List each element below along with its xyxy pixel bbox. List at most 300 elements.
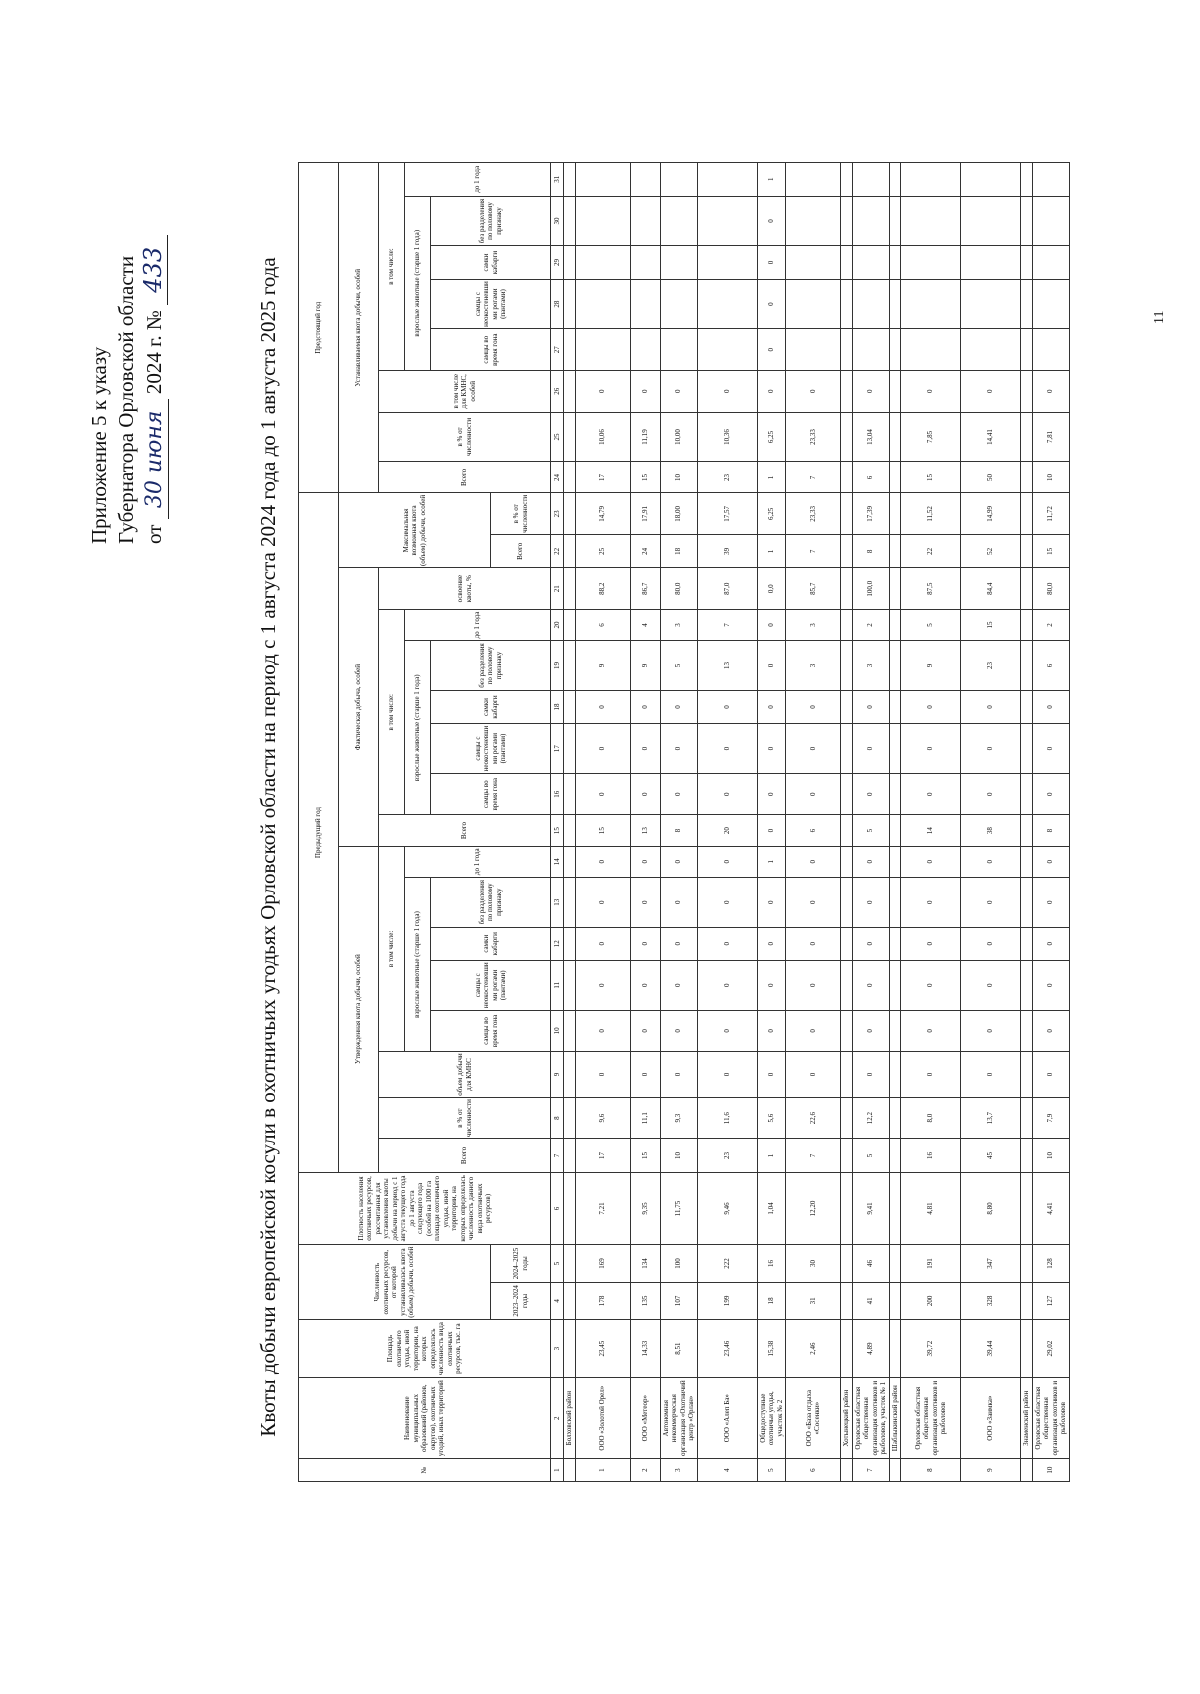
header-approved-quota: Утвержденная квота добычи, особей: [339, 846, 379, 1172]
empty-cell: [889, 246, 901, 279]
data-cell: 52: [961, 535, 1021, 568]
data-cell: 0: [697, 960, 757, 1010]
empty-cell: [1021, 568, 1033, 610]
column-number: 2: [551, 1378, 564, 1459]
empty-cell: [564, 1245, 576, 1282]
h-s-females: самки кабарги: [431, 246, 551, 279]
data-cell: 0,0: [757, 568, 786, 610]
column-number: 10: [551, 1010, 564, 1052]
data-cell: [575, 329, 630, 371]
empty-cell: [564, 412, 576, 462]
data-cell: 0: [852, 773, 889, 815]
header-count-y1: 2023–2024 годы: [491, 1282, 551, 1319]
empty-cell: [841, 329, 853, 371]
data-cell: 39,44: [961, 1320, 1021, 1378]
header-count-y2: 2024–2025 годы: [491, 1245, 551, 1282]
data-cell: 11,1: [630, 1097, 660, 1139]
empty-cell: [564, 329, 576, 371]
data-cell: 4,89: [852, 1320, 889, 1378]
empty-cell: [564, 196, 576, 246]
column-number: 16: [551, 773, 564, 815]
column-number: 25: [551, 412, 564, 462]
header-set-total: Всего: [379, 462, 551, 493]
data-cell: 0: [901, 724, 961, 774]
h-a-m-undev: самцы с неокостеневшими рогами (пантами): [431, 960, 551, 1010]
data-cell: [1032, 163, 1069, 197]
data-cell: 0: [697, 1010, 757, 1052]
column-number: 13: [551, 877, 564, 927]
header-set-kmns: в том числе для КМНС, особей: [379, 371, 551, 413]
data-cell: [961, 163, 1021, 197]
data-cell: 10: [1032, 462, 1069, 493]
header-approved-pct: в % от численности: [379, 1097, 551, 1139]
hunting-ground-name: ООО «Золотой Орел»: [575, 1378, 630, 1459]
data-cell: 7,85: [901, 412, 961, 462]
data-cell: 9,41: [852, 1172, 889, 1245]
empty-cell: [564, 846, 576, 877]
empty-cell: [1021, 1172, 1033, 1245]
empty-cell: [841, 462, 853, 493]
data-cell: 0: [1032, 927, 1069, 960]
data-cell: 0: [757, 877, 786, 927]
empty-cell: [564, 1139, 576, 1172]
h-s-m-antlers: самцы во время гона: [431, 329, 551, 371]
handwritten-number: 433: [140, 235, 168, 305]
empty-cell: [841, 1097, 853, 1139]
row-number: 7: [852, 1459, 889, 1482]
empty-cell: [1021, 724, 1033, 774]
data-cell: 0: [901, 846, 961, 877]
header-approved-adults: взрослые животные (старше 1 года): [405, 877, 431, 1051]
empty-cell: [841, 641, 853, 691]
header-approved-under1: до 1 года: [405, 846, 551, 877]
h-f-females: самки кабарги: [431, 690, 551, 723]
data-cell: 0: [852, 1052, 889, 1098]
column-number: 9: [551, 1052, 564, 1098]
data-cell: 1: [757, 163, 786, 197]
table-row: [660, 163, 697, 1482]
empty-cell: [889, 1245, 901, 1282]
data-cell: 12,2: [852, 1097, 889, 1139]
data-cell: 0: [697, 846, 757, 877]
empty-cell: [564, 1172, 576, 1245]
data-cell: 0: [697, 690, 757, 723]
h-a-m-antlers: самцы во время гона: [431, 1010, 551, 1052]
data-cell: 0: [1032, 690, 1069, 723]
empty-cell: [841, 279, 853, 329]
empty-cell: [564, 279, 576, 329]
column-number: 21: [551, 568, 564, 610]
row-number: 4: [697, 1459, 757, 1482]
data-cell: 10: [1032, 1139, 1069, 1172]
data-cell: 0: [757, 815, 786, 846]
data-cell: [697, 196, 757, 246]
column-number: 14: [551, 846, 564, 877]
data-cell: 7,81: [1032, 412, 1069, 462]
data-cell: 23: [697, 1139, 757, 1172]
empty-cell: [1021, 1052, 1033, 1098]
data-cell: 0: [786, 877, 841, 927]
data-cell: 13,04: [852, 412, 889, 462]
quota-table: [298, 162, 1070, 1482]
data-cell: 200: [901, 1282, 961, 1319]
data-cell: 0: [852, 1010, 889, 1052]
empty-cell: [841, 927, 853, 960]
empty-cell: [841, 846, 853, 877]
data-cell: 0: [961, 846, 1021, 877]
hunting-ground-name: ООО «Алеп Ба»: [697, 1378, 757, 1459]
empty-cell: [1021, 877, 1033, 927]
data-cell: 29,02: [1032, 1320, 1069, 1378]
data-cell: 8: [660, 815, 697, 846]
data-cell: 0: [786, 927, 841, 960]
empty-cell: [889, 641, 901, 691]
empty-cell: [564, 1320, 576, 1378]
empty-cell: [1021, 815, 1033, 846]
header-count: Численность охотничьих ресурсов, от которой устанавливалась квота (объем) добычи, особей: [299, 1245, 491, 1320]
data-cell: 0: [852, 877, 889, 927]
empty-cell: [889, 371, 901, 413]
empty-cell: [1021, 493, 1033, 535]
data-cell: 2,46: [786, 1320, 841, 1378]
data-cell: 0: [961, 1052, 1021, 1098]
district-row-khotynets: [841, 163, 853, 1482]
empty-cell: [841, 690, 853, 723]
data-cell: 38: [961, 815, 1021, 846]
data-cell: 0: [852, 927, 889, 960]
row-number: 10: [1032, 1459, 1069, 1482]
header-actual-incl: в том числе:: [379, 609, 405, 815]
data-cell: 0: [575, 1052, 630, 1098]
header-actual-under1: до 1 года: [405, 609, 551, 640]
column-number: 5: [551, 1245, 564, 1282]
empty-cell: [889, 1010, 901, 1052]
empty-cell: [841, 196, 853, 246]
data-cell: 80,0: [1032, 568, 1069, 610]
data-cell: 5: [852, 815, 889, 846]
data-cell: [630, 163, 660, 197]
empty-cell: [889, 846, 901, 877]
empty-cell: [841, 1052, 853, 1098]
data-cell: [630, 196, 660, 246]
data-cell: 0: [660, 927, 697, 960]
empty-cell: [889, 773, 901, 815]
data-cell: 0: [660, 1010, 697, 1052]
data-cell: 17,57: [697, 493, 757, 535]
data-cell: [697, 163, 757, 197]
h-f-nosex: без разделения по половому признаку: [431, 641, 551, 691]
empty-cell: [841, 815, 853, 846]
data-cell: 0: [901, 690, 961, 723]
column-number: 17: [551, 724, 564, 774]
data-cell: 17: [575, 1139, 630, 1172]
column-number: 18: [551, 690, 564, 723]
empty-cell: [564, 1097, 576, 1139]
empty-cell: [889, 163, 901, 197]
data-cell: 0: [757, 609, 786, 640]
document-title: Квоты добычи европейской косули в охотничьих угодьях Орловской области на период с 1 августа 2024 года до 1 августа 2025 года: [256, 257, 280, 1437]
table-row: [757, 163, 786, 1482]
data-cell: 17,91: [630, 493, 660, 535]
empty-cell: [1021, 1139, 1033, 1172]
data-cell: 0: [757, 927, 786, 960]
header-set-incl: в том числе:: [379, 163, 405, 371]
appendix-date-line: [140, 114, 169, 544]
data-cell: [901, 163, 961, 197]
district-row-shablykino: [889, 163, 901, 1482]
empty-cell: [1021, 1097, 1033, 1139]
column-number: 23: [551, 493, 564, 535]
data-cell: 14,41: [961, 412, 1021, 462]
data-cell: [660, 329, 697, 371]
data-cell: [961, 329, 1021, 371]
h-s-m-undev: самцы с неокостеневшими рогами (пантами): [431, 279, 551, 329]
data-cell: 6: [575, 609, 630, 640]
table-row: [1032, 163, 1069, 1482]
data-cell: 10: [660, 462, 697, 493]
data-cell: 9,3: [660, 1097, 697, 1139]
header-max-total: Всего: [491, 535, 551, 568]
appendix-header: [86, 114, 169, 544]
data-cell: [786, 329, 841, 371]
data-cell: 13,7: [961, 1097, 1021, 1139]
data-cell: 0: [660, 1052, 697, 1098]
data-cell: 6: [786, 815, 841, 846]
data-cell: 0: [961, 877, 1021, 927]
data-cell: 0: [660, 371, 697, 413]
header-set-pct: в % от численности: [379, 412, 551, 462]
empty-cell: [1021, 279, 1033, 329]
data-cell: 9: [901, 641, 961, 691]
table-row: [901, 163, 961, 1482]
data-cell: 11,75: [660, 1172, 697, 1245]
empty-cell: [564, 163, 576, 197]
data-cell: 10,06: [575, 412, 630, 462]
data-cell: 5: [901, 609, 961, 640]
empty-cell: [889, 609, 901, 640]
data-cell: 7: [786, 462, 841, 493]
empty-cell: [1021, 1010, 1033, 1052]
data-cell: 0: [697, 927, 757, 960]
hunting-ground-name: Орловская областная общественная организация охотников и рыболовов, участок № 1: [852, 1378, 889, 1459]
empty-cell: [841, 246, 853, 279]
data-cell: [697, 279, 757, 329]
header-max-pct: в % от численности: [491, 493, 551, 535]
data-cell: 0: [757, 1052, 786, 1098]
data-cell: 3: [852, 641, 889, 691]
empty-cell: [889, 1139, 901, 1172]
empty-cell: [841, 1139, 853, 1172]
header-next-year: Предстоящий год: [299, 163, 339, 494]
header-actual-harvest: Фактическая добыча, особей: [339, 568, 379, 846]
data-cell: [901, 279, 961, 329]
empty-cell: [564, 724, 576, 774]
data-cell: 0: [697, 1052, 757, 1098]
data-cell: 107: [660, 1282, 697, 1319]
empty-cell: [841, 724, 853, 774]
data-cell: 6,25: [757, 493, 786, 535]
data-cell: 15: [630, 462, 660, 493]
header-approved-kmns: объем добычи для КМНС: [379, 1052, 551, 1098]
data-cell: 0: [757, 371, 786, 413]
data-cell: 9,6: [575, 1097, 630, 1139]
data-cell: [630, 279, 660, 329]
data-cell: 127: [1032, 1282, 1069, 1319]
data-cell: 0: [630, 690, 660, 723]
data-cell: 0: [1032, 773, 1069, 815]
data-cell: 0: [630, 846, 660, 877]
empty-cell: [841, 412, 853, 462]
data-cell: 11,6: [697, 1097, 757, 1139]
data-cell: [901, 246, 961, 279]
empty-cell: [1021, 462, 1033, 493]
data-cell: 0: [961, 690, 1021, 723]
data-cell: 0: [757, 773, 786, 815]
data-cell: 23: [697, 462, 757, 493]
data-cell: 0: [757, 960, 786, 1010]
data-cell: [901, 329, 961, 371]
empty-cell: [1021, 196, 1033, 246]
data-cell: 0: [852, 690, 889, 723]
data-cell: 31: [786, 1282, 841, 1319]
data-cell: 1: [757, 1139, 786, 1172]
district-name: Шаблыкинский район: [889, 1378, 901, 1459]
data-cell: [852, 196, 889, 246]
empty-cell: [1021, 371, 1033, 413]
data-cell: 2: [852, 609, 889, 640]
empty-cell: [564, 246, 576, 279]
column-number: 24: [551, 462, 564, 493]
data-cell: 7: [786, 535, 841, 568]
column-number: 12: [551, 927, 564, 960]
data-cell: [852, 329, 889, 371]
data-cell: 8,80: [961, 1172, 1021, 1245]
column-number: 29: [551, 246, 564, 279]
data-cell: 22: [901, 535, 961, 568]
data-cell: 9,35: [630, 1172, 660, 1245]
empty-cell: [889, 815, 901, 846]
data-cell: 7: [697, 609, 757, 640]
data-cell: 18: [757, 1282, 786, 1319]
empty-cell: [889, 279, 901, 329]
data-cell: [786, 163, 841, 197]
empty-cell: [841, 1172, 853, 1245]
empty-cell: [564, 877, 576, 927]
header-approved-total: Всего: [379, 1139, 551, 1172]
data-cell: 134: [630, 1245, 660, 1282]
data-cell: 18,00: [660, 493, 697, 535]
empty-cell: [841, 1010, 853, 1052]
data-cell: 0: [786, 371, 841, 413]
data-cell: 18: [660, 535, 697, 568]
data-cell: 23: [961, 641, 1021, 691]
empty-cell: [889, 724, 901, 774]
data-cell: 0: [575, 846, 630, 877]
column-number: 11: [551, 960, 564, 1010]
data-cell: 0: [757, 246, 786, 279]
empty-cell: [841, 877, 853, 927]
data-cell: 0: [901, 960, 961, 1010]
district-name: Хотынецкий район: [841, 1378, 853, 1459]
data-cell: 15,38: [757, 1320, 786, 1378]
table-row: [697, 163, 757, 1482]
column-number: 30: [551, 196, 564, 246]
empty-cell: [841, 493, 853, 535]
empty-cell: [889, 329, 901, 371]
data-cell: 87,0: [697, 568, 757, 610]
handwritten-date: 30 июня: [141, 399, 169, 519]
data-cell: 7: [786, 1139, 841, 1172]
data-cell: 0: [901, 1052, 961, 1098]
data-cell: [630, 246, 660, 279]
data-cell: 11,52: [901, 493, 961, 535]
appendix-line-1: Приложение 5 к указу: [87, 346, 111, 544]
data-cell: 23,33: [786, 493, 841, 535]
data-cell: 0: [1032, 877, 1069, 927]
empty-cell: [841, 535, 853, 568]
empty-cell: [889, 877, 901, 927]
data-cell: 0: [1032, 960, 1069, 1010]
row-number: 8: [901, 1459, 961, 1482]
appendix-line-2: Губернатора Орловской области: [114, 255, 138, 544]
data-cell: 169: [575, 1245, 630, 1282]
data-cell: 0: [852, 960, 889, 1010]
empty-cell: [1021, 329, 1033, 371]
column-number: 22: [551, 535, 564, 568]
data-cell: 0: [630, 927, 660, 960]
empty-cell: [564, 927, 576, 960]
column-number: 26: [551, 371, 564, 413]
data-cell: 23,46: [697, 1320, 757, 1378]
table-row: [575, 163, 630, 1482]
empty-cell: [1021, 1320, 1033, 1378]
data-cell: 1,04: [757, 1172, 786, 1245]
data-cell: 22,6: [786, 1097, 841, 1139]
empty-cell: [889, 1282, 901, 1319]
empty-cell: [889, 462, 901, 493]
data-cell: 10: [660, 1139, 697, 1172]
empty-cell: [1021, 960, 1033, 1010]
empty-cell: [564, 1282, 576, 1319]
data-cell: 1: [757, 535, 786, 568]
table-row: [786, 163, 841, 1482]
h-a-nosex: без разделения по половому признаку: [431, 877, 551, 927]
data-cell: 14: [901, 815, 961, 846]
data-cell: 0: [630, 773, 660, 815]
data-cell: 347: [961, 1245, 1021, 1282]
data-cell: [852, 163, 889, 197]
data-cell: 7,21: [575, 1172, 630, 1245]
hunting-ground-name: Автономная некоммерческая организация «Охотничий центр «Орлан»: [660, 1378, 697, 1459]
row-number: 6: [786, 1459, 841, 1482]
data-cell: 0: [697, 877, 757, 927]
header-mastery: освоение квоты, %: [379, 568, 551, 610]
district-name: Знаменский район: [1021, 1378, 1033, 1459]
data-cell: 5,6: [757, 1097, 786, 1139]
empty-cell: [564, 815, 576, 846]
header-num: №: [299, 1459, 551, 1482]
data-cell: 100: [660, 1245, 697, 1282]
data-cell: 45: [961, 1139, 1021, 1172]
data-cell: 0: [630, 371, 660, 413]
district-num-cell: [889, 1459, 901, 1482]
row-number: 2: [630, 1459, 660, 1482]
data-cell: 0: [757, 690, 786, 723]
column-numbers-row: [551, 163, 564, 1482]
empty-cell: [1021, 163, 1033, 197]
data-cell: 15: [575, 815, 630, 846]
empty-cell: [889, 196, 901, 246]
